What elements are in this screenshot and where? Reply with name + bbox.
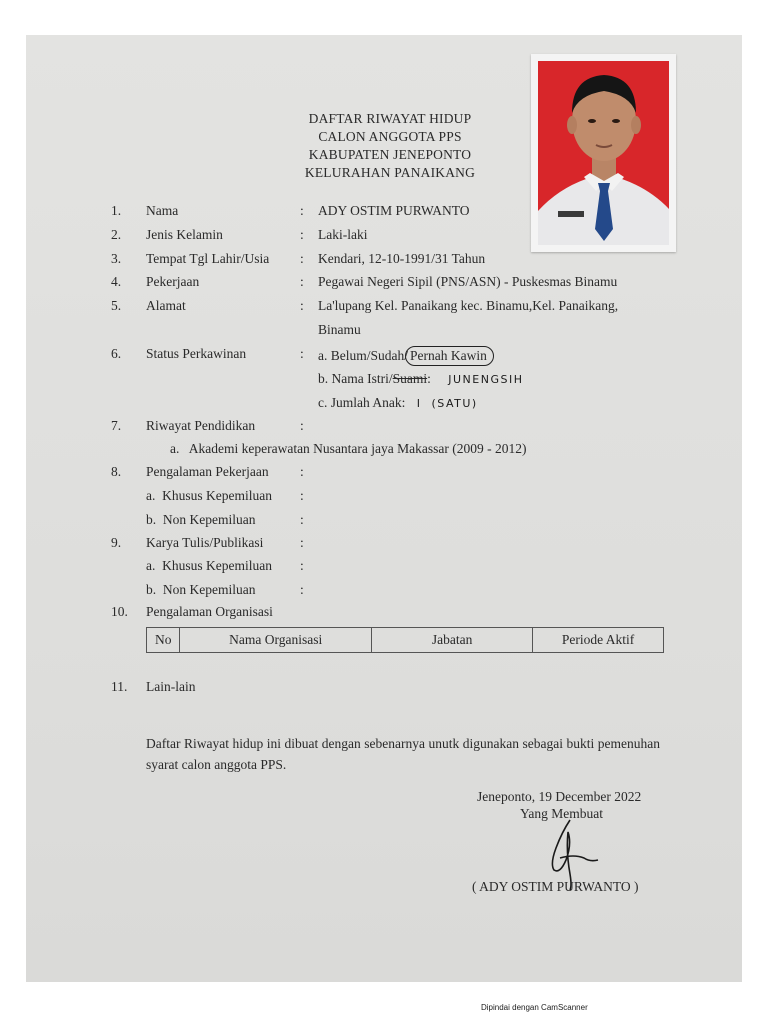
children-line bbox=[318, 395, 478, 411]
field-colon: : bbox=[300, 535, 304, 550]
scanner-footer: Dipindai dengan CamScanner bbox=[481, 1003, 588, 1012]
field-label-organization: Pengalaman Organisasi bbox=[146, 604, 273, 619]
field-label-education: Riwayat Pendidikan bbox=[146, 418, 256, 433]
field-label-publications: Karya Tulis/Publikasi bbox=[146, 535, 264, 550]
table-header-cell: Jabatan bbox=[372, 628, 533, 653]
field-number: 10. bbox=[111, 604, 128, 619]
field-value-name: ADY OSTIM PURWANTO bbox=[318, 203, 470, 218]
field-value-gender: Laki-laki bbox=[318, 227, 368, 242]
field-number: 9. bbox=[111, 535, 122, 550]
field-number: 1. bbox=[111, 203, 122, 218]
field-colon: : bbox=[300, 558, 304, 573]
field-colon: : bbox=[300, 464, 304, 479]
field-colon: : bbox=[300, 582, 304, 597]
field-number: 6. bbox=[111, 346, 122, 361]
field-value-address: La'lupang Kel. Panaikang kec. Binamu,Kel. Panaikang, bbox=[318, 298, 619, 313]
field-value-birth: Kendari, 12-10-1991/31 Tahun bbox=[318, 251, 486, 266]
doc-title-line3: KABUPATEN JENEPONTO bbox=[308, 147, 472, 162]
field-colon: : bbox=[300, 488, 304, 503]
field-label-work-exp: Pengalaman Pekerjaan bbox=[146, 464, 269, 479]
person-portrait-icon bbox=[538, 61, 669, 245]
field-label-address: Alamat bbox=[146, 298, 186, 313]
signature-name: ( ADY OSTIM PURWANTO ) bbox=[472, 879, 639, 894]
children-handwritten: I (SATU) bbox=[416, 397, 478, 410]
table-header-cell: No bbox=[147, 628, 180, 653]
field-number: 8. bbox=[111, 464, 122, 479]
education-item: a. Akademi keperawatan Nusantara jaya Makassar (2009 - 2012) bbox=[170, 441, 527, 456]
field-label-birth: Tempat Tgl Lahir/Usia bbox=[146, 251, 270, 266]
field-colon: : bbox=[300, 227, 304, 242]
spouse-line bbox=[318, 371, 524, 387]
table-header-cell: Periode Aktif bbox=[533, 628, 664, 653]
organization-table bbox=[146, 627, 664, 653]
field-value-address-line2: Binamu bbox=[318, 322, 361, 337]
table-header-cell: Nama Organisasi bbox=[180, 628, 372, 653]
field-number: 2. bbox=[111, 227, 122, 242]
work-exp-sub-b: b. Non Kepemiluan bbox=[146, 512, 256, 527]
children-prefix: c. Jumlah Anak: bbox=[318, 395, 406, 410]
field-colon: : bbox=[300, 203, 304, 218]
statement-paragraph: Daftar Riwayat hidup ini dibuat dengan sebenarnya unutk digunakan sebagai bukti pemenuhan syarat calon anggota PPS. bbox=[146, 736, 660, 772]
field-number: 7. bbox=[111, 418, 122, 433]
field-label-name: Nama bbox=[146, 203, 179, 218]
work-exp-sub-a: a. Khusus Kepemiluan bbox=[146, 488, 272, 503]
field-label-marital: Status Perkawinan bbox=[146, 346, 247, 361]
doc-title-line1: DAFTAR RIWAYAT HIDUP bbox=[308, 111, 472, 126]
field-value-occupation: Pegawai Negeri Sipil (PNS/ASN) - Puskesmas Binamu bbox=[318, 274, 618, 289]
field-number: 4. bbox=[111, 274, 122, 289]
marital-status-prefix: a. Belum/Sudah/ bbox=[318, 348, 408, 363]
doc-title-line4: KELURAHAN PANAIKANG bbox=[304, 165, 476, 180]
field-number: 5. bbox=[111, 298, 122, 313]
field-colon: : bbox=[300, 274, 304, 289]
table-header-row bbox=[147, 628, 664, 653]
field-colon: : bbox=[300, 346, 304, 361]
spouse-colon: : bbox=[427, 371, 431, 386]
field-label-gender: Jenis Kelamin bbox=[146, 227, 223, 242]
publications-sub-a: a. Khusus Kepemiluan bbox=[146, 558, 272, 573]
signature-place-date: Jeneponto, 19 December 2022 bbox=[477, 789, 642, 804]
signature-maker-label: Yang Membuat bbox=[520, 806, 604, 821]
marital-status-line bbox=[318, 346, 494, 366]
field-colon: : bbox=[300, 251, 304, 266]
field-colon: : bbox=[300, 418, 304, 433]
marital-status-choice: Pernah Kawin bbox=[405, 346, 494, 366]
doc-title-line2: CALON ANGGOTA PPS bbox=[318, 129, 462, 144]
spouse-handwritten: JUNENGSIH bbox=[448, 373, 524, 386]
field-label-other: Lain-lain bbox=[146, 679, 196, 694]
field-colon: : bbox=[300, 512, 304, 527]
spouse-prefix: b. Nama Istri/ bbox=[318, 371, 393, 386]
spouse-strike: Suami bbox=[392, 371, 428, 386]
field-number: 3. bbox=[111, 251, 122, 266]
profile-photo bbox=[531, 54, 676, 252]
field-label-occupation: Pekerjaan bbox=[146, 274, 200, 289]
field-colon: : bbox=[300, 298, 304, 313]
publications-sub-b: b. Non Kepemiluan bbox=[146, 582, 256, 597]
field-number: 11. bbox=[111, 679, 128, 694]
